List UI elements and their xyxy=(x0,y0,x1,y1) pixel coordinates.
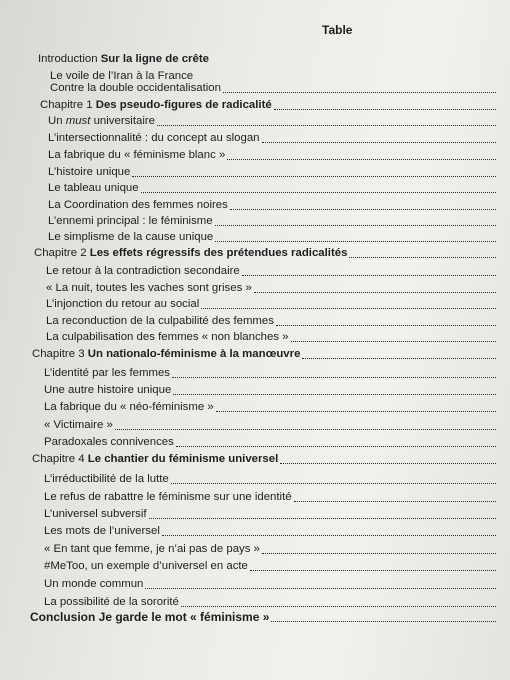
toc-entry xyxy=(44,416,496,432)
toc-entry xyxy=(48,212,496,228)
toc-entry xyxy=(44,381,496,397)
toc-entry xyxy=(48,196,496,212)
toc-entry xyxy=(44,575,496,591)
intro-prefix: Introduction xyxy=(38,53,98,65)
toc-entry-label: Le refus de rabattre le féminisme sur une identité xyxy=(44,491,292,503)
toc-entry-label: L’irréductibilité de la lutte xyxy=(44,473,169,485)
toc-entry-label: #MeToo, un exemple d’universel en acte xyxy=(44,560,248,572)
conclusion-label: Conclusion Je garde le mot « féminisme » xyxy=(30,610,270,624)
toc-entry-label: Le retour à la contradiction secondaire xyxy=(46,265,240,277)
toc-entry-label: Paradoxales connivences xyxy=(44,436,174,448)
toc-entry-label: L’universel subversif xyxy=(44,508,147,520)
toc-conclusion xyxy=(30,608,496,624)
chapter-prefix: Chapitre 1 xyxy=(40,99,93,111)
intro-title: Sur la ligne de crête xyxy=(100,53,209,65)
toc-entry xyxy=(44,470,496,486)
toc-entry-label: L’ennemi principal : le féminisme xyxy=(48,215,213,227)
toc-entry-label: L’identité par les femmes xyxy=(44,367,170,379)
toc-entry xyxy=(48,146,496,162)
chapter-prefix: Chapitre 2 xyxy=(34,247,87,259)
toc-entry xyxy=(46,295,496,311)
chapter-prefix: Chapitre 4 xyxy=(32,453,85,465)
toc-entry xyxy=(46,279,496,295)
toc-chapter-1 xyxy=(40,96,496,112)
toc-entry xyxy=(44,488,496,504)
toc-entry-label: Les mots de l’universel xyxy=(44,525,160,537)
toc-entry xyxy=(50,79,496,95)
toc-entry-label: Contre la double occidentalisation xyxy=(50,82,221,94)
toc-entry xyxy=(44,364,496,380)
toc-entry xyxy=(44,433,496,449)
toc-entry xyxy=(46,328,496,344)
toc-entry-label: L’injonction du retour au social xyxy=(46,298,200,310)
toc-entry xyxy=(48,228,496,244)
chapter-title: Le chantier du féminisme universel xyxy=(87,453,279,465)
toc-intro-heading xyxy=(38,50,496,66)
toc-entry xyxy=(44,593,496,609)
toc-chapter-4 xyxy=(32,450,496,466)
toc-entry-label: L’histoire unique xyxy=(48,166,131,178)
toc-entry xyxy=(48,112,496,128)
toc-entry xyxy=(46,262,496,278)
toc-entry-label: Le simplisme de la cause unique xyxy=(48,231,214,243)
toc-entry-label: La reconduction de la culpabilité des femmes xyxy=(46,315,274,327)
toc-entry xyxy=(46,312,496,328)
toc-chapter-3 xyxy=(32,345,496,361)
toc-entry-label: Un must universitaire xyxy=(48,115,155,127)
toc-entry xyxy=(44,398,496,414)
chapter-prefix: Chapitre 3 xyxy=(32,348,85,360)
toc-entry-label: Le voile de l’Iran à la France xyxy=(50,70,194,82)
toc-entry xyxy=(48,129,496,145)
chapter-title: Un nationalo-féminisme à la manœuvre xyxy=(87,348,301,360)
toc-entry xyxy=(44,540,496,556)
toc-entry-label: « La nuit, toutes les vaches sont grises » xyxy=(46,282,252,294)
toc-entry-label: L’intersectionnalité : du concept au slogan xyxy=(48,132,260,144)
toc-entry-label: Une autre histoire unique xyxy=(44,384,172,396)
toc-entry-label: La possibilité de la sororité xyxy=(44,596,179,608)
toc-entry xyxy=(44,557,496,573)
toc-entry xyxy=(44,522,496,538)
toc-entry xyxy=(48,179,496,195)
toc-entry-label: « Victimaire » xyxy=(44,419,113,431)
page-title: Table xyxy=(322,23,353,37)
toc-entry-label: La fabrique du « néo-féminisme » xyxy=(44,401,214,413)
toc-entry-label: La Coordination des femmes noires xyxy=(48,199,228,211)
chapter-title: Les effets régressifs des prétendues radicalités xyxy=(89,247,348,259)
toc-entry-label: La fabrique du « féminisme blanc » xyxy=(48,149,226,161)
toc-entry-label: Un monde commun xyxy=(44,578,144,590)
toc-entry-label: La culpabilisation des femmes « non blanches » xyxy=(46,331,289,343)
toc-entry xyxy=(48,163,496,179)
toc-entry xyxy=(44,505,496,521)
toc-chapter-2 xyxy=(34,244,496,260)
toc-entry-label: « En tant que femme, je n’ai pas de pays » xyxy=(44,543,260,555)
toc-entry-label: Le tableau unique xyxy=(48,182,139,194)
chapter-title: Des pseudo-figures de radicalité xyxy=(95,99,272,111)
